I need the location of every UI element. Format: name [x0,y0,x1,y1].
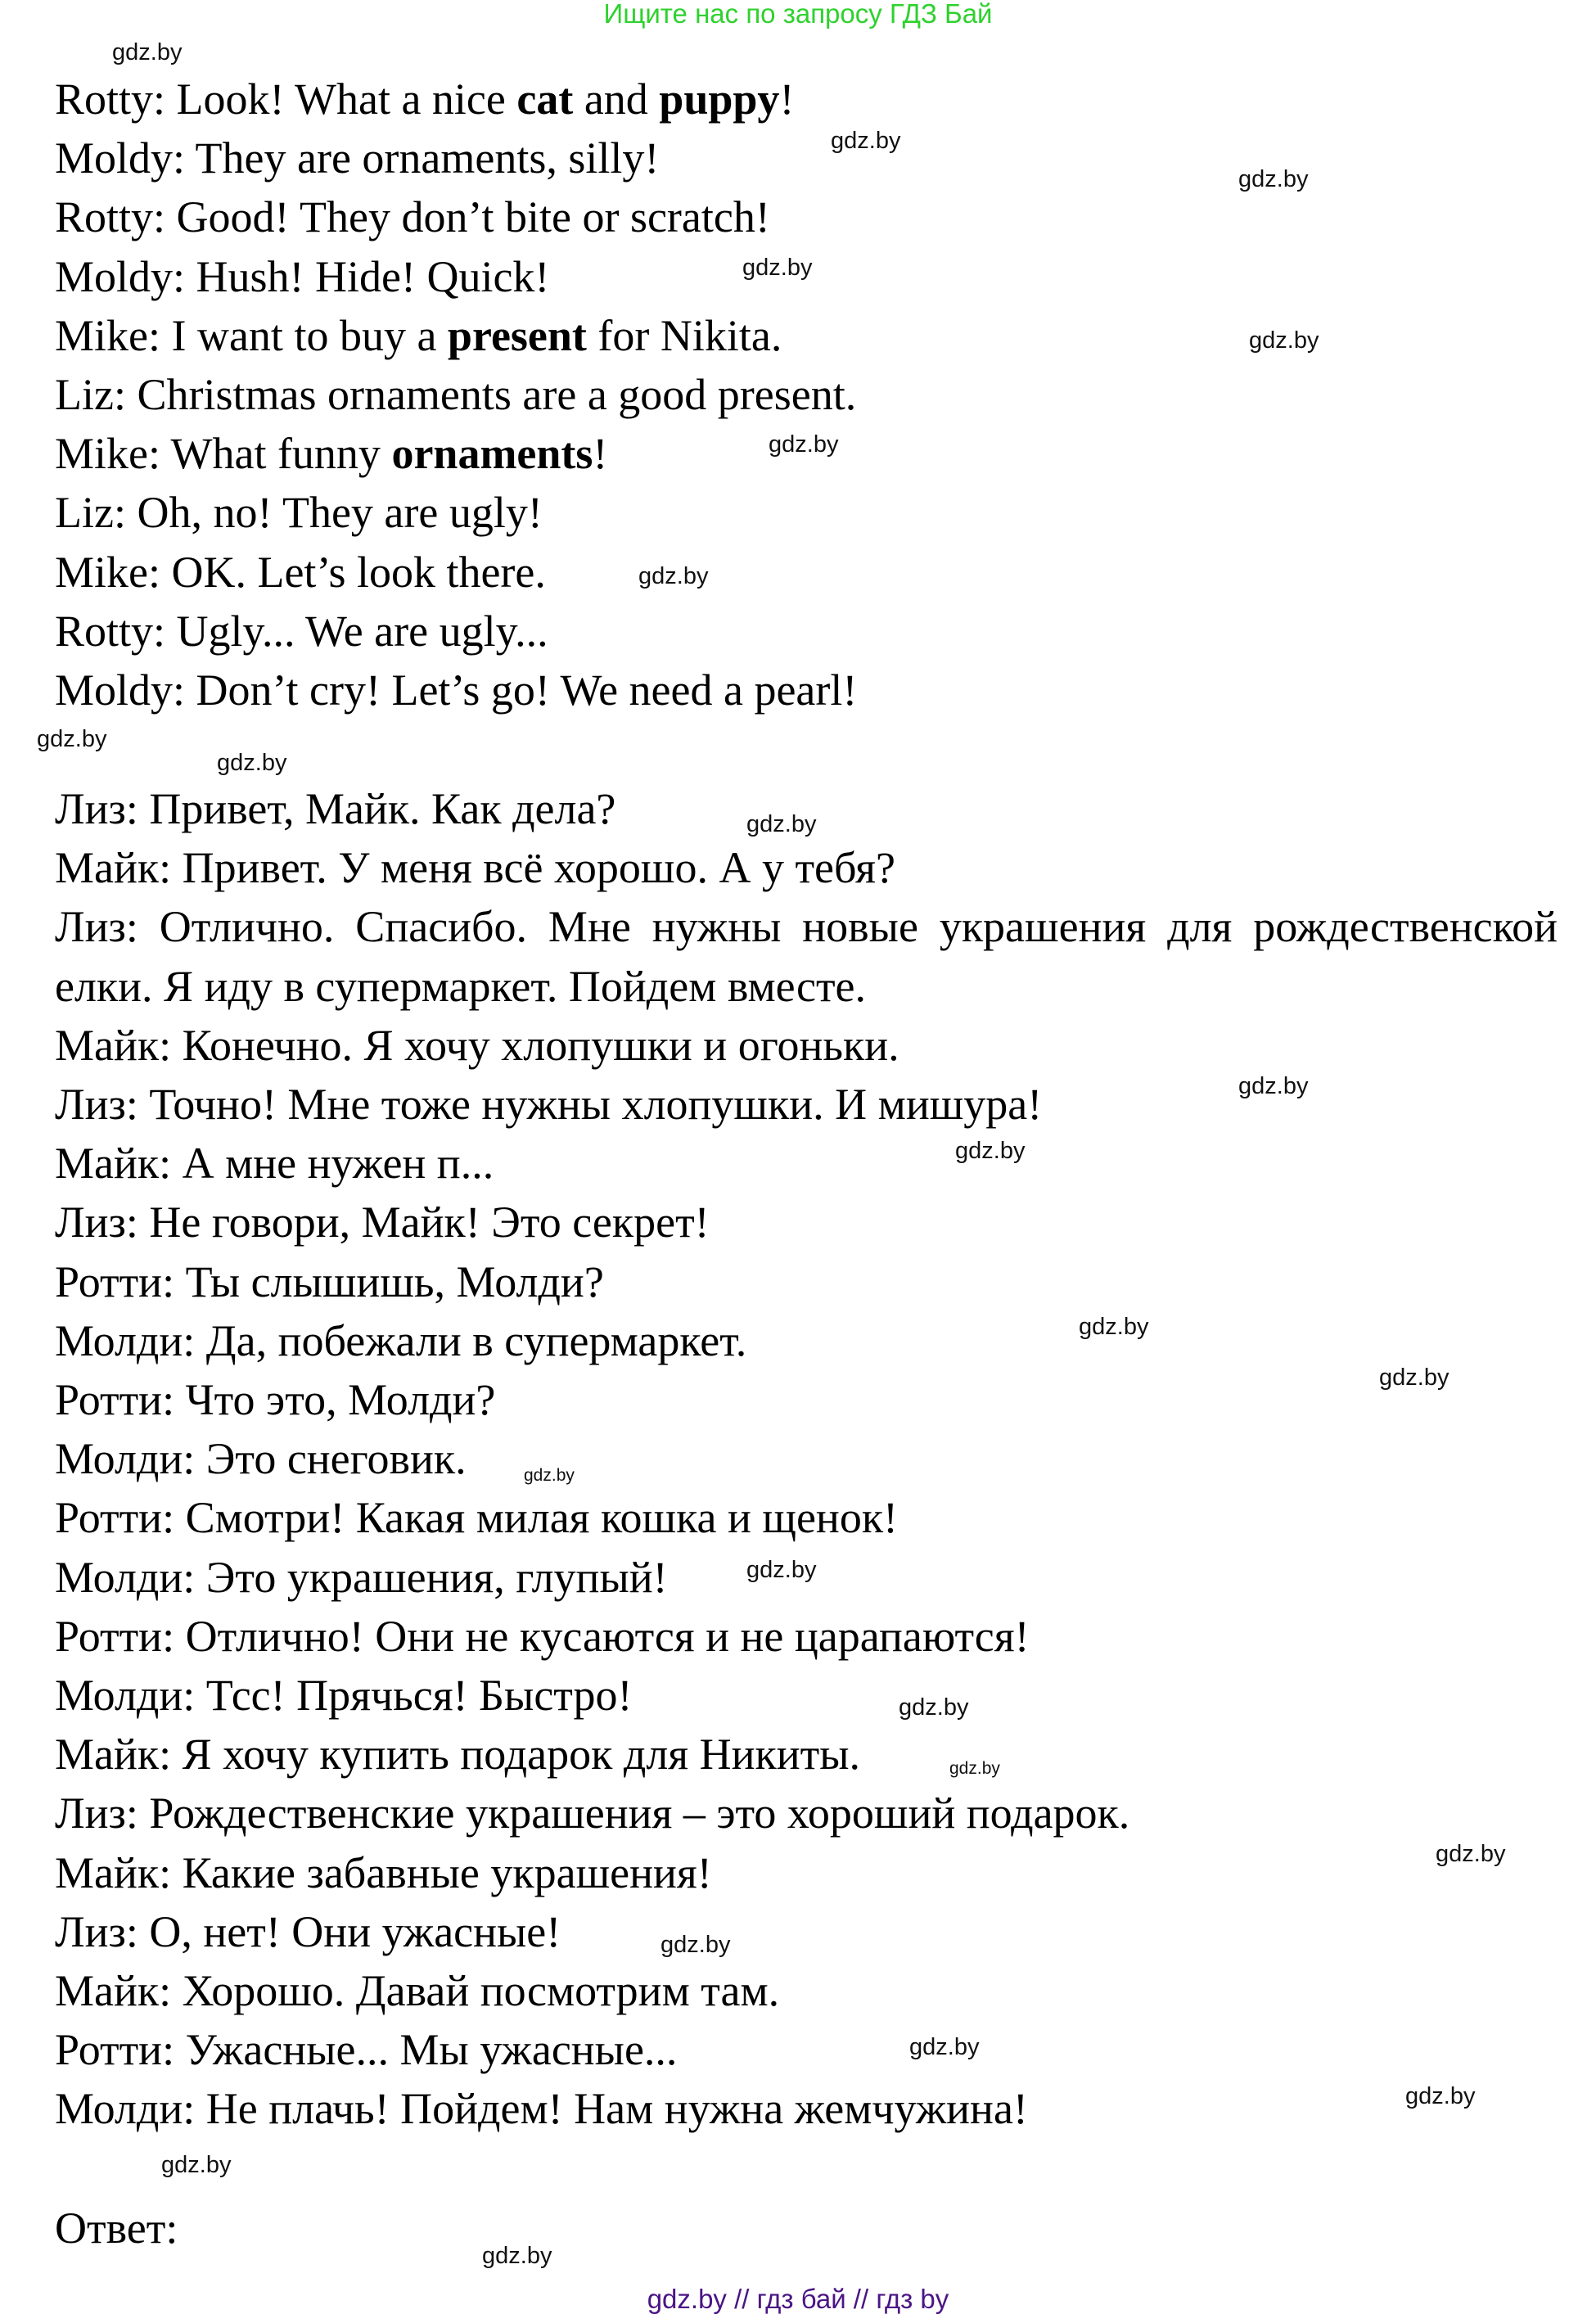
watermark: gdz.by [524,1466,575,1485]
watermark: gdz.by [769,431,839,458]
english-dialogue [55,70,1558,719]
watermark: gdz.by [660,1932,731,1958]
translation-line: Лиз: Отлично. Спасибо. Мне нужны новые украшения для рождественской елки. Я иду в супермаркет. Пойдем вместе. [55,902,1558,1011]
text-segment: and [573,74,660,124]
text-segment: for Nikita. [586,310,782,360]
dialogue-line [55,70,794,129]
watermark: gdz.by [161,2152,232,2178]
watermark: gdz.by [746,1557,817,1583]
translation-line: Ротти: Что это, Молди? [55,1375,496,1425]
dialogue-line [55,187,770,246]
translation-line: Майк: Я хочу купить подарок для Никиты. [55,1730,861,1779]
text-segment: Liz: Christmas ornaments are a good present. [55,370,857,420]
watermark: gdz.by [1079,1314,1149,1340]
watermark: gdz.by [955,1138,1026,1164]
translation-line: Майк: Привет. У меня всё хорошо. А у тебя? [55,843,895,893]
translation-line: Лиз: Рождественские украшения – это хороший подарок. [55,1788,1130,1838]
translation-line: Майк: А мне нужен п... [55,1139,494,1189]
dialogue-line [55,365,856,424]
watermark: gdz.by [831,128,901,154]
footer-links[interactable]: gdz.by // гдз бай // гдз by [647,2284,949,2314]
translation-line: Лиз: Точно! Мне тоже нужны хлопушки. И мишура! [55,1080,1043,1130]
translation-line: Ротти: Ты слышишь, Молди? [55,1256,604,1306]
dialogue-line [55,483,543,542]
translation-line: Ротти: Смотри! Какая милая кошка и щенок! [55,1493,899,1543]
text-segment: Rotty: Look! What a nice [55,74,517,124]
highlighted-word: present [447,310,587,360]
translation-line: Лиз: О, нет! Они ужасные! [55,1906,561,1956]
watermark: gdz.by [949,1759,1000,1778]
translation-line: Лиз: Привет, Майк. Как дела? [55,784,616,833]
dialogue-line [55,602,548,661]
translation-line: Ротти: Отлично! Они не кусаются и не царапаются! [55,1611,1030,1661]
text-segment: ! [779,74,795,124]
answer-label: Ответ: [55,2203,178,2253]
text-segment: Mike: OK. Let’s look there. [55,547,546,597]
translation-line: Молди: Тсс! Прячься! Быстро! [55,1671,633,1721]
text-segment: Mike: What funny [55,429,392,479]
text-segment: Moldy: They are ornaments, silly! [55,133,660,183]
russian-translation [55,779,1558,2139]
watermark: gdz.by [638,563,709,589]
translation-line: Майк: Хорошо. Давай посмотрим там. [55,1966,780,2016]
translation-line: Майк: Конечно. Я хочу хлопушки и огоньки. [55,1020,899,1070]
watermark: gdz.by [899,1694,969,1721]
translation-line: Молди: Это снеговик. [55,1434,467,1484]
watermark: gdz.by [1379,1364,1449,1391]
watermark: gdz.by [1238,166,1309,192]
watermark: gdz.by [1238,1073,1309,1099]
translation-line: Молди: Да, побежали в супермаркет. [55,1315,747,1365]
search-banner: Ищите нас по запросу ГДЗ Бай [603,0,993,29]
text-segment: ! [593,429,608,479]
watermark: gdz.by [1249,327,1319,354]
text-segment: Rotty: Ugly... We are ugly... [55,606,548,656]
highlighted-word: ornaments [391,429,593,479]
watermark: gdz.by [746,811,817,837]
watermark: gdz.by [217,750,287,776]
translation-line: Майк: Какие забавные украшения! [55,1847,712,1897]
dialogue-line [55,129,659,187]
highlighted-word: puppy [659,74,780,124]
text-segment: Moldy: Hush! Hide! Quick! [55,251,550,301]
dialogue-line [55,247,549,306]
watermark: gdz.by [112,39,183,65]
text-segment: Liz: Oh, no! They are ugly! [55,488,543,538]
watermark: gdz.by [37,726,107,752]
watermark: gdz.by [482,2243,552,2269]
dialogue-line [55,543,546,602]
translation-line: Ротти: Ужасные... Мы ужасные... [55,2025,678,2075]
watermark: gdz.by [742,255,813,281]
watermark: gdz.by [909,2034,980,2060]
watermark: gdz.by [1405,2083,1476,2109]
highlighted-word: cat [516,74,574,124]
translation-line: Молди: Это украшения, глупый! [55,1552,668,1602]
dialogue-line [55,424,607,483]
text-segment: Rotty: Good! They don’t bite or scratch! [55,192,770,242]
text-segment: Mike: I want to buy a [55,310,448,360]
text-segment: Moldy: Don’t cry! Let’s go! We need a pearl! [55,665,858,715]
dialogue-line [55,661,857,719]
watermark: gdz.by [1436,1841,1506,1867]
translation-line: Молди: Не плачь! Пойдем! Нам нужна жемчужина! [55,2084,1028,2134]
translation-line: Лиз: Не говори, Майк! Это секрет! [55,1198,710,1247]
dialogue-line [55,306,782,365]
